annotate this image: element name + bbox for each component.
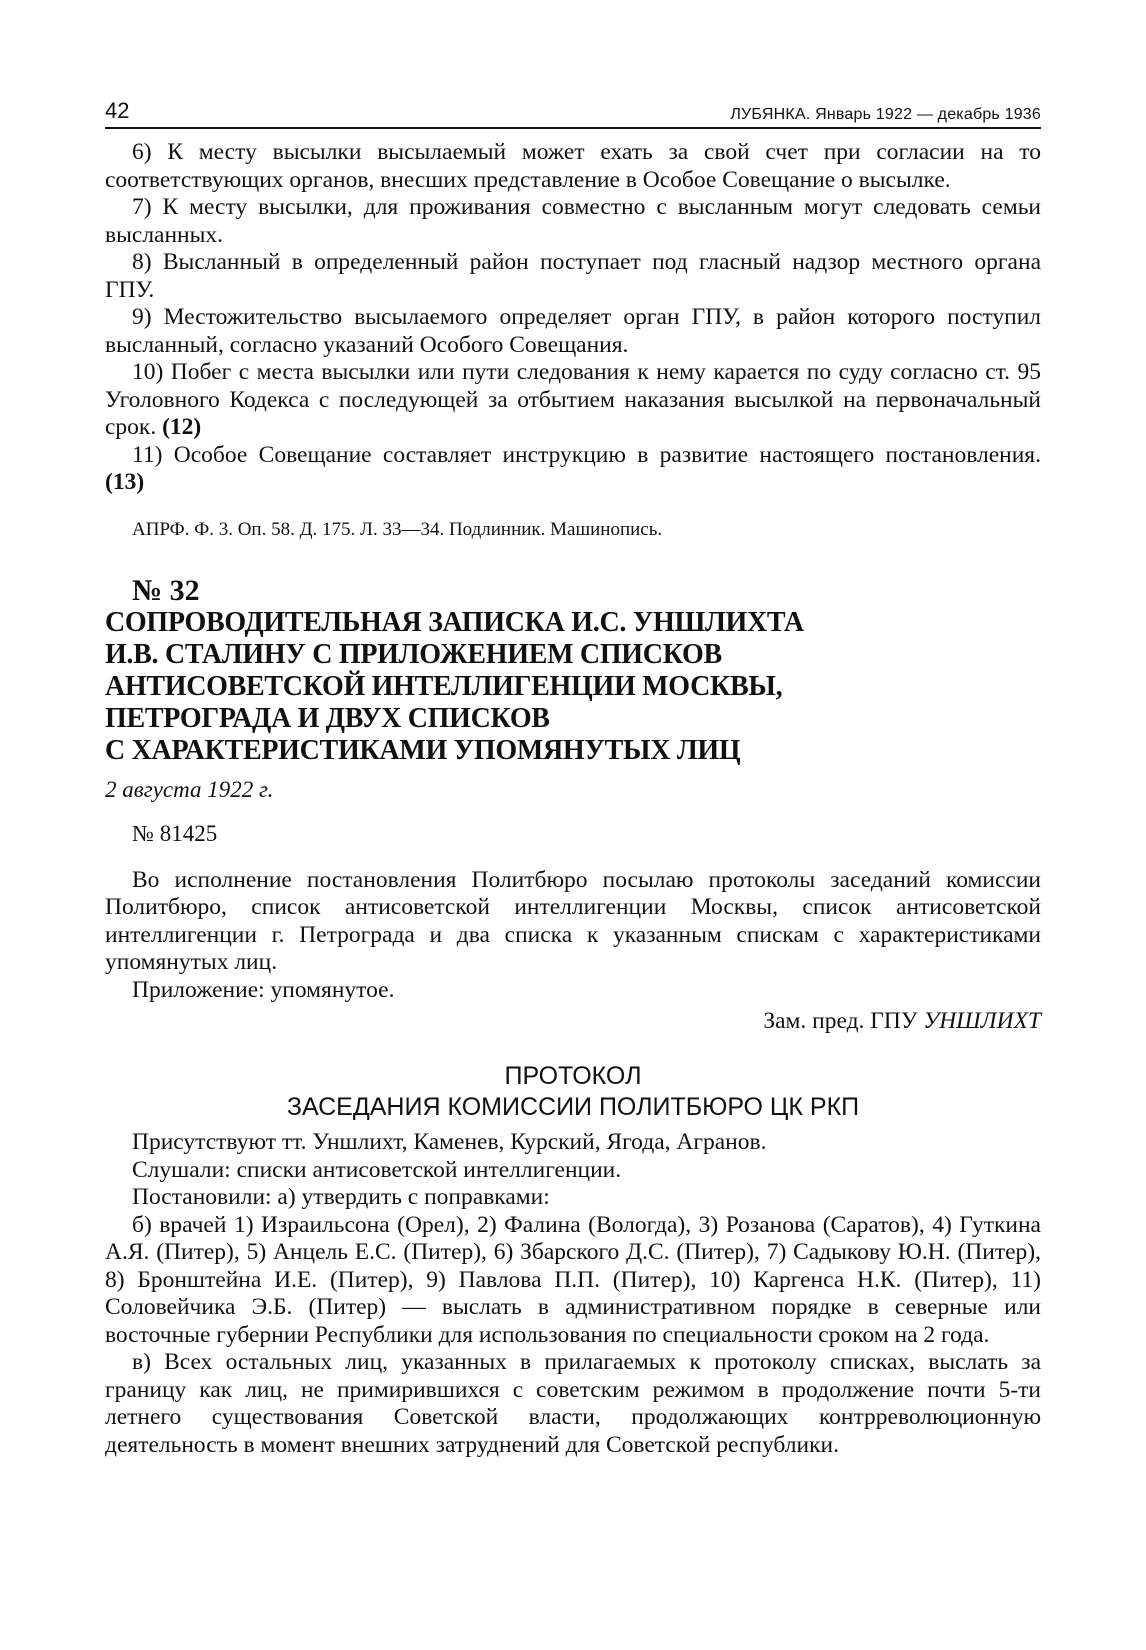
page-number: 42 bbox=[105, 98, 130, 123]
protocol-item-b: б) врачей 1) Израильсона (Орел), 2) Фалина (Вологда), 3) Розанова (Саратов), 4) Гуткина А.Я. (Питер), 5) Анцель Е.С. (Питер), 6) Збарского Д.С. (Питер), 7) Садыкову Ю.Н. (Питер), 8) Бронштейна И.Е. (Питер), 9) Павлова П.П. (Питер), 10) Каргенса Н.К. (Питер), 11) Соловейчика Э.Б. (Питер) — выслать в административном порядке в северные или восточные губернии Республики для использования по специальности сроком на 2 года. bbox=[105, 1211, 1041, 1348]
title-line: ПЕТРОГРАДА И ДВУХ СПИСКОВ bbox=[105, 702, 550, 734]
protocol-present: Присутствуют тт. Уншлихт, Каменев, Курский, Ягода, Агранов. bbox=[132, 1129, 767, 1155]
item-8: 8) Высланный в определенный район поступает под гласный надзор местного органа ГПУ. bbox=[105, 249, 1041, 303]
title-line: АНТИСОВЕТСКОЙ ИНТЕЛЛИГЕНЦИИ МОСКВЫ, bbox=[105, 670, 783, 702]
item-11: 11) Особое Совещание составляет инструкцию в развитие настоящего постановления. (13) bbox=[105, 441, 1041, 495]
outgoing-number: № 81425 bbox=[132, 820, 218, 846]
signature-position: Зам. пред. ГПУ bbox=[763, 1008, 918, 1034]
protocol-body bbox=[105, 1129, 1041, 1459]
title-line: И.В. СТАЛИНУ С ПРИЛОЖЕНИЕМ СПИСКОВ bbox=[105, 638, 722, 670]
book-title: ЛУБЯНКА. Январь 1922 — декабрь 1936 bbox=[730, 106, 1041, 123]
document-title bbox=[105, 607, 1041, 767]
protocol-resolved: Постановили: а) утвердить с поправками: bbox=[132, 1184, 550, 1210]
attachment-note: Приложение: упомянутое. bbox=[132, 976, 395, 1003]
protocol-heading bbox=[105, 1061, 1041, 1123]
continued-items bbox=[105, 139, 1041, 497]
title-line: С ХАРАКТЕРИСТИКАМИ УПОМЯНУТЫХ ЛИЦ bbox=[105, 734, 741, 766]
footnote-ref-12: (12) bbox=[162, 414, 202, 440]
document-date: 2 августа 1922 г. bbox=[105, 776, 274, 802]
protocol-item-v: в) Всех остальных лиц, указанных в прилагаемых к протоколу списках, выслать за границу как лиц, не примирившихся с советским режимом в продолжение почти 5-ти летнего существования Советской власти, продолжающих контрреволюционную деятельность в момент внешних затруднений для Советской республики. bbox=[105, 1349, 1041, 1458]
archive-reference: АПРФ. Ф. 3. Оп. 58. Д. 175. Л. 33—34. Подлинник. Машинопись. bbox=[132, 518, 663, 540]
protocol-title: ПРОТОКОЛ bbox=[504, 1062, 642, 1090]
book-page bbox=[105, 96, 1041, 1459]
letter-body: Во исполнение постановления Политбюро посылаю протоколы заседаний комиссии Политбюро, список антисоветской интеллигенции Москвы, список антисоветской интеллигенции г. Петрограда и два списка к указанным спискам с характеристиками упомянутых лиц. bbox=[105, 866, 1041, 975]
title-line: СОПРОВОДИТЕЛЬНАЯ ЗАПИСКА И.С. УНШЛИХТА bbox=[105, 606, 804, 638]
item-6: 6) К месту высылки высылаемый может ехать за свой счет при согласии на то соответствующих органов, внесших представление в Особое Совещание о высылке. bbox=[105, 139, 1041, 193]
cover-letter bbox=[105, 867, 1041, 1005]
signature bbox=[105, 1008, 1041, 1035]
document-number: № 32 bbox=[132, 573, 200, 607]
item-10: 10) Побег с места высылки или пути следования к нему карается по суду согласно ст. 95 Уголовного Кодекса с последующей за отбытием наказания высылкой на первоначальный срок. (12) bbox=[105, 359, 1041, 440]
footnote-ref-13: (13) bbox=[105, 469, 145, 495]
protocol-subtitle: ЗАСЕДАНИЯ КОМИССИИ ПОЛИТБЮРО ЦК РКП bbox=[286, 1093, 860, 1121]
signature-name: УНШЛИХТ bbox=[923, 1008, 1041, 1034]
protocol-heard: Слушали: списки антисоветской интеллигенции. bbox=[132, 1156, 622, 1183]
running-header bbox=[105, 96, 1041, 129]
item-7: 7) К месту высылки, для проживания совместно с высланным могут следовать семьи высланных. bbox=[105, 194, 1041, 248]
item-9: 9) Местожительство высылаемого определяет орган ГПУ, в район которого поступил высланный, согласно указаний Особого Совещания. bbox=[105, 304, 1041, 358]
